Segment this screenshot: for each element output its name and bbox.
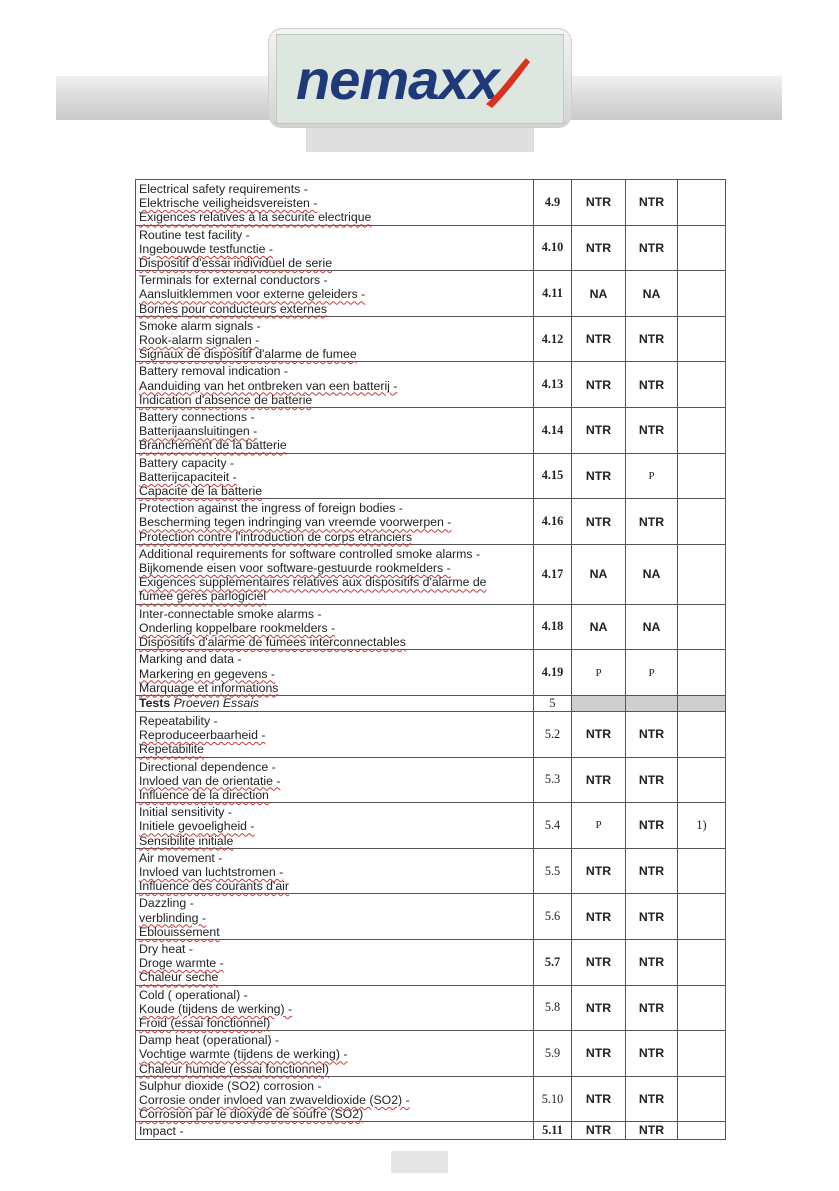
page-number-box xyxy=(391,1151,448,1173)
shaded-cell xyxy=(678,695,726,711)
description-line: Bornes pour conducteurs externes xyxy=(139,301,327,316)
result-2: NA xyxy=(626,544,678,604)
result-2: P xyxy=(626,453,678,499)
requirement-description xyxy=(136,985,534,1031)
description-line: Koude (tijdens de werking) - xyxy=(139,1001,293,1016)
table-row xyxy=(136,985,726,1031)
result-1: NTR xyxy=(572,316,626,362)
result-2: NTR xyxy=(626,848,678,894)
remark xyxy=(678,499,726,545)
result-2: NTR xyxy=(626,985,678,1031)
clause-number: 5.9 xyxy=(534,1031,572,1077)
description-line: Additional requirements for software controlled smoke alarms - xyxy=(139,546,481,561)
requirement-description xyxy=(136,757,534,803)
clause-number: 5.8 xyxy=(534,985,572,1031)
clause-number: 4.18 xyxy=(534,604,572,650)
clause-number: 4.17 xyxy=(534,544,572,604)
requirement-description xyxy=(136,453,534,499)
remark xyxy=(678,848,726,894)
description-line: Battery capacity - xyxy=(139,455,234,470)
clause-number: 5.4 xyxy=(534,803,572,849)
requirement-description xyxy=(136,711,534,757)
clause-number: 4.14 xyxy=(534,408,572,454)
description-line: Batterijaansluitingen - xyxy=(139,424,258,439)
result-1: NTR xyxy=(572,711,626,757)
table-row xyxy=(136,362,726,408)
remark xyxy=(678,453,726,499)
result-2: NTR xyxy=(626,180,678,226)
requirement-description xyxy=(136,803,534,849)
description-line: Battery connections - xyxy=(139,410,255,425)
requirement-description xyxy=(136,1031,534,1077)
remark xyxy=(678,180,726,226)
table-row-tests-header xyxy=(136,695,726,711)
result-1: NA xyxy=(572,544,626,604)
table-row xyxy=(136,650,726,696)
table-row xyxy=(136,453,726,499)
result-2: NA xyxy=(626,604,678,650)
description-line: Cold ( operational) - xyxy=(139,987,248,1002)
description-line: Bescherming tegen indringing van vreemde voorwerpen - xyxy=(139,515,452,530)
requirement-description xyxy=(136,544,534,604)
result-1: NA xyxy=(572,604,626,650)
description-line: Routine test facility - xyxy=(139,227,250,242)
description-line: Exigences supplementaires relatives aux dispositifs d'alarme de xyxy=(139,575,487,590)
shaded-cell xyxy=(572,695,626,711)
description-line: Branchement de la batterie xyxy=(139,438,287,453)
result-1: NTR xyxy=(572,1076,626,1122)
result-1: NTR xyxy=(572,848,626,894)
clause-number: 5.5 xyxy=(534,848,572,894)
result-1: NTR xyxy=(572,362,626,408)
description-line: Electrical safety requirements - xyxy=(139,182,308,196)
description-line: Dry heat - xyxy=(139,941,193,956)
description-line: Initiele gevoeligheid - xyxy=(139,819,255,834)
result-2: NTR xyxy=(626,1122,678,1139)
clause-number: 4.10 xyxy=(534,225,572,271)
requirement-description xyxy=(136,499,534,545)
result-1: NTR xyxy=(572,894,626,940)
clause-number: 5.7 xyxy=(534,939,572,985)
requirement-description xyxy=(136,650,534,696)
description-line: Corrosie onder invloed van zwaveldioxide (SO2) - xyxy=(139,1092,410,1107)
clause-number: 5.10 xyxy=(534,1076,572,1122)
result-2: NA xyxy=(626,271,678,317)
description-line: fumee geres parlogiciel xyxy=(139,589,267,604)
result-1: P xyxy=(572,803,626,849)
remark xyxy=(678,225,726,271)
description-line: Sensibilite initiale xyxy=(139,833,234,848)
description-line: Invloed van luchtstromen - xyxy=(139,864,284,879)
result-2: NTR xyxy=(626,225,678,271)
description-line: Vochtige warmte (tijdens de werking) - xyxy=(139,1047,348,1062)
requirement-description xyxy=(136,848,534,894)
description-line: Onderling koppelbare rookmelders - xyxy=(139,620,336,635)
remark xyxy=(678,711,726,757)
description-line: Dazzling - xyxy=(139,896,194,911)
requirement-description xyxy=(136,939,534,985)
requirement-description xyxy=(136,1076,534,1122)
result-2: NTR xyxy=(626,316,678,362)
result-1: NA xyxy=(572,271,626,317)
remark xyxy=(678,650,726,696)
remark xyxy=(678,1076,726,1122)
description-line: Ingebouwde testfunctie - xyxy=(139,241,273,256)
table-row xyxy=(136,1031,726,1077)
result-1: NTR xyxy=(572,225,626,271)
description-line: Chaleur seche xyxy=(139,970,219,985)
requirement-description xyxy=(136,316,534,362)
clause-number: 5 xyxy=(534,695,572,711)
table-row xyxy=(136,544,726,604)
requirement-description xyxy=(136,225,534,271)
table-row xyxy=(136,757,726,803)
requirement-description xyxy=(136,362,534,408)
clause-number: 4.16 xyxy=(534,499,572,545)
test-results-table xyxy=(135,179,726,1140)
description-line: Dispositifs d'alarme de fumees interconnectables xyxy=(139,635,406,650)
clause-number: 5.11 xyxy=(534,1122,572,1139)
result-1: P xyxy=(572,650,626,696)
remark: 1) xyxy=(678,803,726,849)
description-line: Repetabilite xyxy=(139,742,204,757)
tests-header-title xyxy=(136,695,534,711)
shaded-cell xyxy=(626,695,678,711)
table-row xyxy=(136,803,726,849)
result-1: NTR xyxy=(572,939,626,985)
result-2: NTR xyxy=(626,803,678,849)
description-line: Terminals for external conductors - xyxy=(139,273,328,288)
description-line: Reproduceerbaarheid - xyxy=(139,728,266,743)
description-line: Damp heat (operational) - xyxy=(139,1033,280,1048)
description-line: Invloed van de orientatie - xyxy=(139,773,281,788)
table-row xyxy=(136,848,726,894)
result-2: P xyxy=(626,650,678,696)
result-1: NTR xyxy=(572,408,626,454)
description-line: Battery removal indication - xyxy=(139,364,288,379)
clause-number: 5.3 xyxy=(534,757,572,803)
tests-subtitle: Proeven Essais xyxy=(173,695,260,710)
remark xyxy=(678,985,726,1031)
logo-swoosh-icon xyxy=(482,52,532,112)
description-line: Dispositif d'essai individuel de serie xyxy=(139,256,333,271)
remark xyxy=(678,316,726,362)
clause-number: 5.2 xyxy=(534,711,572,757)
description-line: Sulphur dioxide (SO2) corrosion - xyxy=(139,1078,322,1093)
description-line: Influence de la direction xyxy=(139,787,269,802)
description-line: Directional dependence - xyxy=(139,759,276,774)
result-2: NTR xyxy=(626,499,678,545)
clause-number: 4.9 xyxy=(534,180,572,226)
description-line: Protection against the ingress of foreign bodies - xyxy=(139,501,403,516)
description-line: Bijkomende eisen voor software-gestuurde rookmelders - xyxy=(139,561,451,576)
description-line: Repeatability - xyxy=(139,713,218,728)
result-1: NTR xyxy=(572,499,626,545)
tests-title: Tests xyxy=(139,695,174,710)
result-1: NTR xyxy=(572,180,626,226)
description-line: Marking and data - xyxy=(139,652,242,667)
result-2: NTR xyxy=(626,711,678,757)
table-row xyxy=(136,271,726,317)
description-line: Impact - xyxy=(139,1124,184,1139)
clause-number: 4.11 xyxy=(534,271,572,317)
clause-number: 5.6 xyxy=(534,894,572,940)
result-2: NTR xyxy=(626,362,678,408)
description-line: Capacite de la batterie xyxy=(139,484,263,499)
requirement-description xyxy=(136,271,534,317)
result-1: NTR xyxy=(572,453,626,499)
table-row xyxy=(136,1076,726,1122)
table-row xyxy=(136,225,726,271)
description-line: Smoke alarm signals - xyxy=(139,318,261,333)
description-line: Signaux de dispositif d'alarme de fumee xyxy=(139,347,357,362)
nemaxx-logo: nemaxx xyxy=(296,48,499,111)
table-row xyxy=(136,894,726,940)
requirement-description xyxy=(136,180,534,226)
description-line: Chaleur humide (essai fonctionnel) xyxy=(139,1061,330,1076)
description-line: Corrosion par le dioxyde de soufre (SO2) xyxy=(139,1107,364,1122)
description-line: Aansluitklemmen voor externe geleiders - xyxy=(139,287,366,302)
result-1: NTR xyxy=(572,1122,626,1139)
table-row xyxy=(136,499,726,545)
remark xyxy=(678,604,726,650)
clause-number: 4.19 xyxy=(534,650,572,696)
table-row xyxy=(136,711,726,757)
result-1: NTR xyxy=(572,985,626,1031)
remark xyxy=(678,1031,726,1077)
remark xyxy=(678,408,726,454)
remark xyxy=(678,544,726,604)
table-row xyxy=(136,408,726,454)
table-row xyxy=(136,604,726,650)
description-line: Marquage et informations xyxy=(139,680,279,695)
table-row xyxy=(136,1122,726,1139)
remark xyxy=(678,939,726,985)
remark xyxy=(678,362,726,408)
remark xyxy=(678,1122,726,1139)
clause-number: 4.12 xyxy=(534,316,572,362)
description-line: Aanduiding van het ontbreken van een batterij - xyxy=(139,378,398,393)
header-sub-bar xyxy=(306,128,534,152)
requirement-description xyxy=(136,408,534,454)
result-1: NTR xyxy=(572,1031,626,1077)
description-line: Markering en gegevens - xyxy=(139,666,276,681)
requirement-description xyxy=(136,604,534,650)
table-row xyxy=(136,316,726,362)
description-line: Air movement - xyxy=(139,850,223,865)
description-line: Rook-alarm signalen - xyxy=(139,333,260,348)
description-line: Exigences relatives à la securite electrique xyxy=(139,210,372,225)
description-line: Initial sensitivity - xyxy=(139,805,232,820)
remark xyxy=(678,757,726,803)
table-row xyxy=(136,939,726,985)
result-2: NTR xyxy=(626,1076,678,1122)
remark xyxy=(678,271,726,317)
description-line: Protection contre l'introduction de corps etranciers xyxy=(139,529,413,544)
requirement-description xyxy=(136,894,534,940)
description-line: Inter-connectable smoke alarms - xyxy=(139,606,322,621)
result-2: NTR xyxy=(626,1031,678,1077)
description-line: Froid (essai fonctionnel) xyxy=(139,1015,271,1030)
description-line: Droge warmte - xyxy=(139,956,224,971)
description-line: Elektrische veiligheidsvereisten - xyxy=(139,196,318,211)
description-line: Influence des courants d'air xyxy=(139,879,290,894)
description-line: verblinding - xyxy=(139,910,206,925)
table-row xyxy=(136,180,726,226)
requirement-description xyxy=(136,1122,534,1139)
result-1: NTR xyxy=(572,757,626,803)
description-line: Batterijcapaciteit - xyxy=(139,469,237,484)
result-2: NTR xyxy=(626,939,678,985)
clause-number: 4.13 xyxy=(534,362,572,408)
remark xyxy=(678,894,726,940)
clause-number: 4.15 xyxy=(534,453,572,499)
result-2: NTR xyxy=(626,408,678,454)
result-2: NTR xyxy=(626,894,678,940)
description-line: Indication d'absence de batterie xyxy=(139,392,313,407)
result-2: NTR xyxy=(626,757,678,803)
description-line: Eblouissement xyxy=(139,924,220,939)
